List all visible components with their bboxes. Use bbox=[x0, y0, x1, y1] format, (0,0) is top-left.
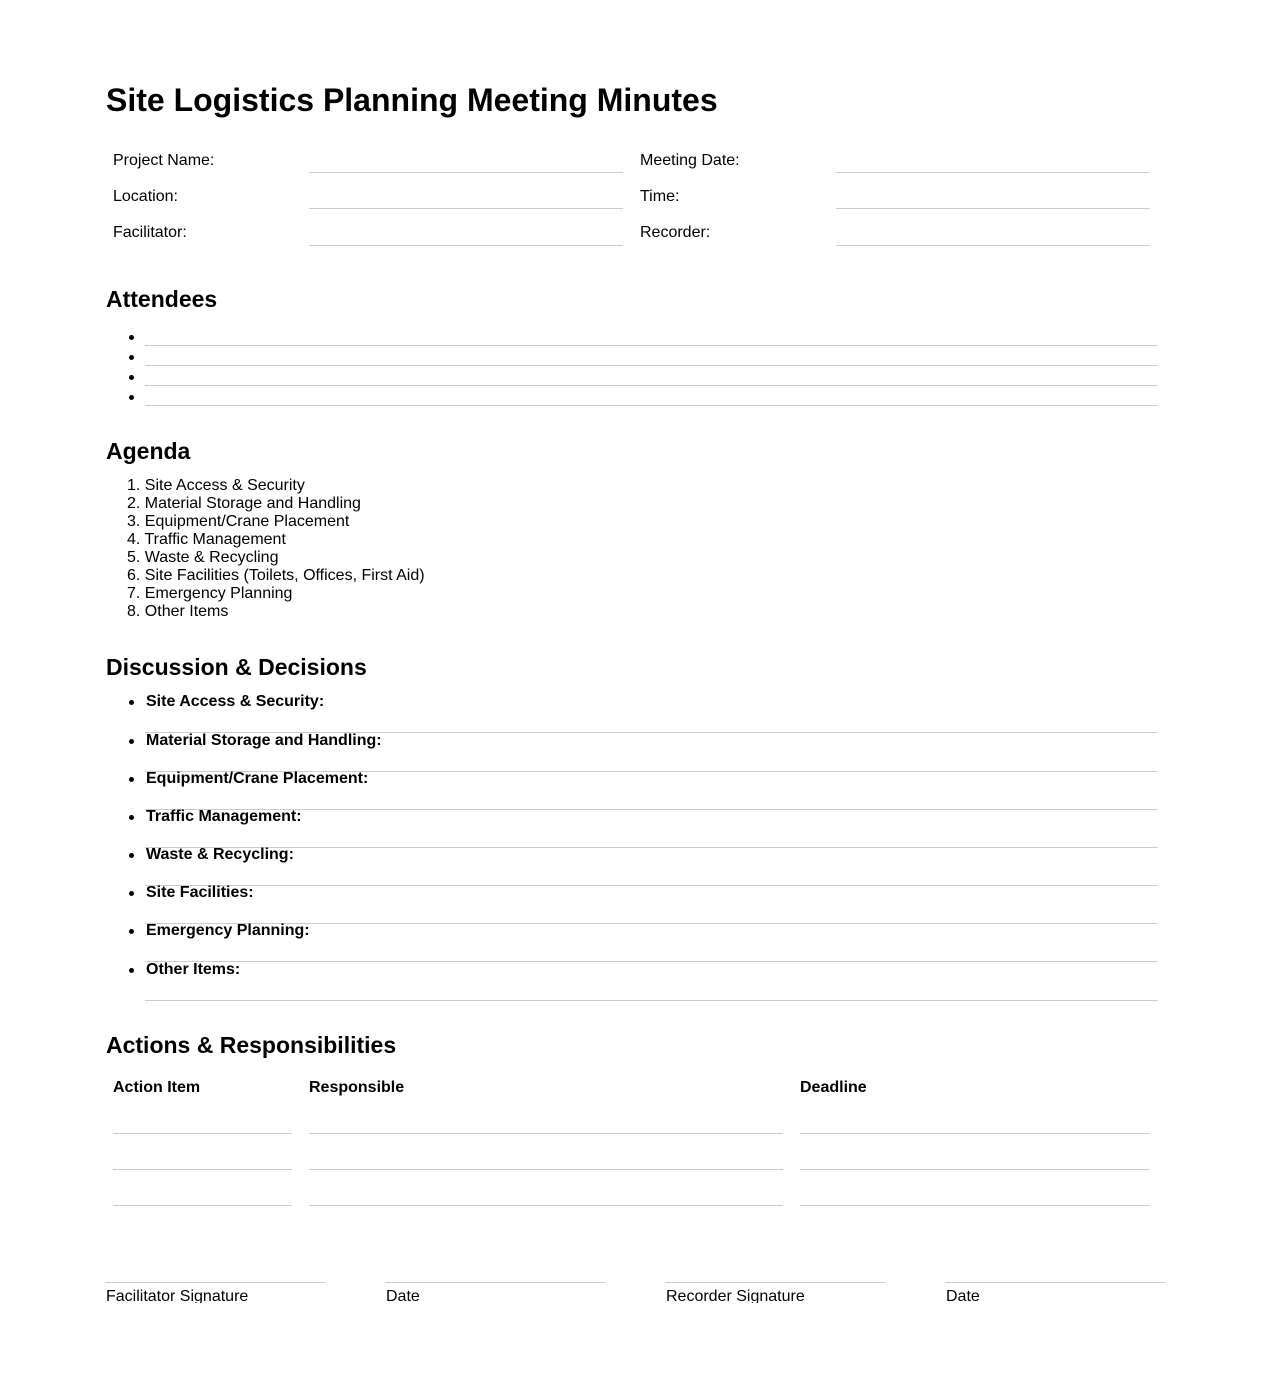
agenda-text: Other Items bbox=[144, 603, 229, 620]
agenda-number: 6. bbox=[127, 567, 141, 584]
discussion-item-label: Waste & Recycling: bbox=[146, 846, 294, 863]
meeting-date-label: Meeting Date: bbox=[640, 152, 740, 169]
bullet-icon bbox=[129, 929, 134, 934]
agenda-number: 3. bbox=[127, 513, 141, 530]
bullet-icon bbox=[129, 968, 134, 973]
attendee-field[interactable] bbox=[145, 345, 1158, 346]
bullet-icon bbox=[129, 853, 134, 858]
action-item-field[interactable] bbox=[113, 1133, 292, 1134]
attendee-field[interactable] bbox=[145, 405, 1158, 406]
agenda-text: Emergency Planning bbox=[144, 585, 293, 602]
discussion-item-label: Emergency Planning: bbox=[146, 922, 310, 939]
discussion-notes-field[interactable] bbox=[145, 885, 1158, 886]
deadline-field[interactable] bbox=[800, 1169, 1150, 1170]
attendees-heading: Attendees bbox=[106, 286, 218, 312]
agenda-text: Site Access & Security bbox=[144, 477, 305, 494]
recorder-date-label: Date bbox=[946, 1288, 980, 1303]
attendee-field[interactable] bbox=[145, 365, 1158, 366]
recorder-field[interactable] bbox=[836, 245, 1150, 246]
agenda-item bbox=[127, 477, 425, 495]
agenda-item bbox=[127, 495, 425, 513]
bullet-icon bbox=[129, 739, 134, 744]
discussion-heading: Discussion & Decisions bbox=[106, 654, 367, 680]
discussion-item-label: Material Storage and Handling: bbox=[146, 732, 382, 749]
recorder-signature-label: Recorder Signature bbox=[666, 1288, 805, 1303]
attendee-field[interactable] bbox=[145, 385, 1158, 386]
agenda-item bbox=[127, 567, 425, 585]
page-title: Site Logistics Planning Meeting Minutes bbox=[106, 82, 718, 118]
discussion-item-label: Site Facilities: bbox=[146, 884, 254, 901]
recorder-label: Recorder: bbox=[640, 224, 711, 241]
project-name-label: Project Name: bbox=[113, 152, 215, 169]
discussion-notes-field[interactable] bbox=[145, 1000, 1158, 1001]
facilitator-date-label: Date bbox=[386, 1288, 420, 1303]
deadline-field[interactable] bbox=[800, 1133, 1150, 1134]
agenda-number: 5. bbox=[127, 549, 141, 566]
deadline-header: Deadline bbox=[800, 1079, 867, 1096]
agenda-text: Material Storage and Handling bbox=[144, 495, 361, 512]
facilitator-label: Facilitator: bbox=[113, 224, 187, 241]
location-label: Location: bbox=[113, 188, 178, 205]
agenda-item bbox=[127, 513, 425, 531]
bullet-icon bbox=[129, 335, 134, 340]
location-field[interactable] bbox=[309, 208, 623, 209]
responsible-header: Responsible bbox=[309, 1079, 405, 1096]
bullet-icon bbox=[129, 355, 134, 360]
project-name-field[interactable] bbox=[309, 172, 623, 173]
time-label: Time: bbox=[640, 188, 680, 205]
agenda-text: Site Facilities (Toilets, Offices, First Aid) bbox=[144, 567, 425, 584]
meeting-date-field[interactable] bbox=[836, 172, 1150, 173]
bullet-icon bbox=[129, 891, 134, 896]
agenda-heading: Agenda bbox=[106, 438, 191, 464]
agenda-number: 1. bbox=[127, 477, 141, 494]
discussion-item-label: Other Items: bbox=[146, 961, 241, 978]
agenda-text: Traffic Management bbox=[144, 531, 286, 548]
recorder-signature-field[interactable] bbox=[665, 1282, 885, 1283]
agenda-list bbox=[127, 477, 425, 621]
discussion-item-label: Site Access & Security: bbox=[146, 693, 325, 710]
actions-heading: Actions & Responsibilities bbox=[106, 1032, 397, 1058]
discussion-item-label: Traffic Management: bbox=[146, 808, 302, 825]
agenda-number: 4. bbox=[127, 531, 141, 548]
discussion-item-label: Equipment/Crane Placement: bbox=[146, 770, 369, 787]
bullet-icon bbox=[129, 395, 134, 400]
agenda-item bbox=[127, 549, 425, 567]
responsible-field[interactable] bbox=[309, 1205, 783, 1206]
agenda-number: 2. bbox=[127, 495, 141, 512]
agenda-item bbox=[127, 585, 425, 603]
bullet-icon bbox=[129, 375, 134, 380]
responsible-field[interactable] bbox=[309, 1133, 783, 1134]
time-field[interactable] bbox=[836, 208, 1150, 209]
facilitator-signature-label: Facilitator Signature bbox=[106, 1288, 249, 1303]
facilitator-date-field[interactable] bbox=[385, 1282, 605, 1283]
agenda-item bbox=[127, 531, 425, 549]
agenda-number: 7. bbox=[127, 585, 141, 602]
responsible-field[interactable] bbox=[309, 1169, 783, 1170]
facilitator-field[interactable] bbox=[309, 245, 623, 246]
deadline-field[interactable] bbox=[800, 1205, 1150, 1206]
agenda-number: 8. bbox=[127, 603, 141, 620]
action-item-field[interactable] bbox=[113, 1169, 292, 1170]
facilitator-signature-field[interactable] bbox=[105, 1282, 325, 1283]
bullet-icon bbox=[129, 700, 134, 705]
agenda-text: Equipment/Crane Placement bbox=[144, 513, 350, 530]
discussion-notes-field[interactable] bbox=[145, 961, 1158, 962]
discussion-notes-field[interactable] bbox=[145, 847, 1158, 848]
action-item-field[interactable] bbox=[113, 1205, 292, 1206]
agenda-text: Waste & Recycling bbox=[144, 549, 279, 566]
bullet-icon bbox=[129, 815, 134, 820]
recorder-date-field[interactable] bbox=[945, 1282, 1165, 1283]
bullet-icon bbox=[129, 777, 134, 782]
action-item-header: Action Item bbox=[113, 1079, 201, 1096]
agenda-item bbox=[127, 603, 425, 621]
